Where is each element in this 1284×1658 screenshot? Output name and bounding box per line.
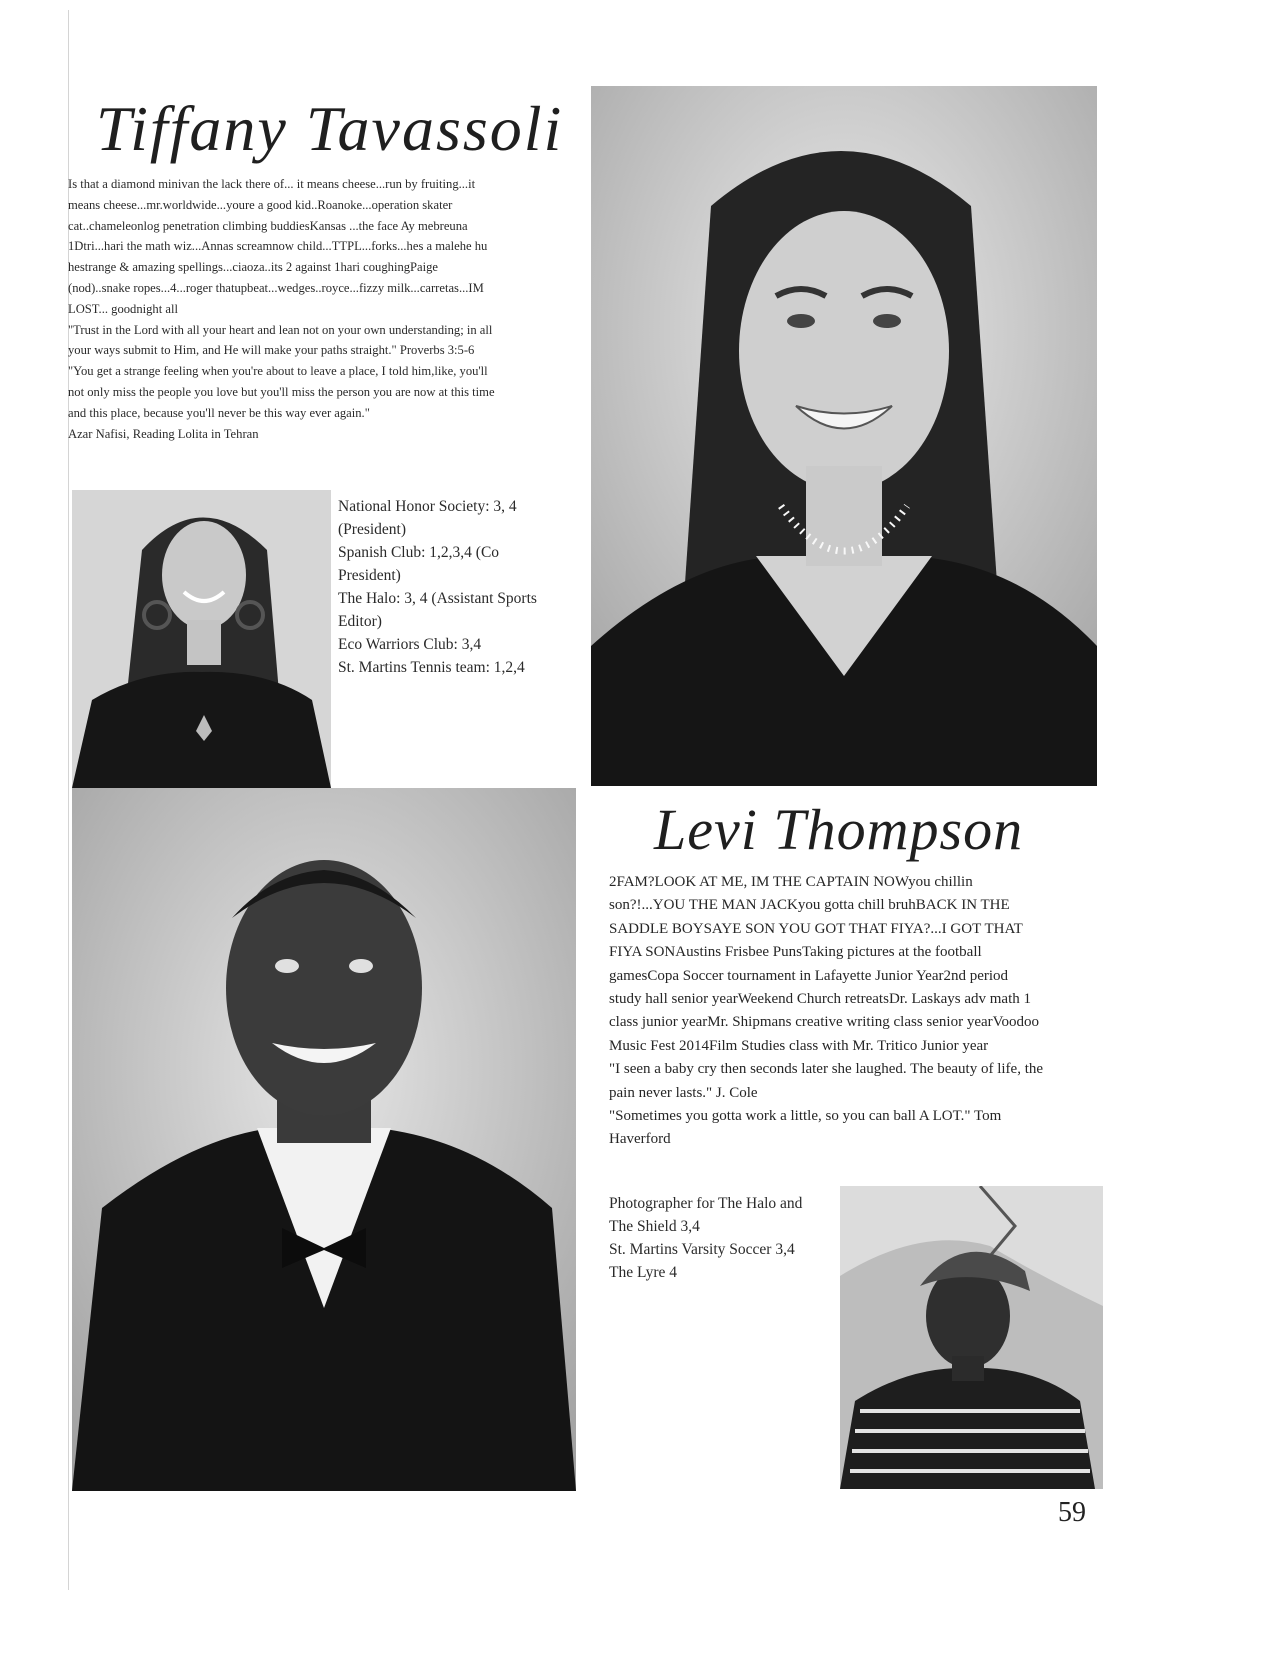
activity-line: St. Martins Tennis team: 1,2,4 (338, 659, 525, 676)
activity-line: St. Martins Varsity Soccer 3,4 (609, 1241, 795, 1258)
bio-line: "Sometimes you gotta work a little, so you can ball A LOT." Tom (609, 1108, 1002, 1125)
student-a-bio (68, 174, 568, 444)
student-b-bio (609, 871, 1099, 1152)
bio-line: Azar Nafisi, Reading Lolita in Tehran (68, 426, 259, 441)
bio-line: Music Fest 2014Film Studies class with Mr. Tritico Junior year (609, 1037, 989, 1054)
student-a-activities (338, 495, 568, 679)
bio-line: SADDLE BOYSAYE SON YOU GOT THAT FIYA?...I GOT THAT (609, 920, 1023, 937)
activity-line: (President) (338, 521, 407, 538)
bio-line: hestrange & amazing spellings...ciaoza..its 2 against 1hari coughingPaige (68, 260, 439, 275)
activity-line: National Honor Society: 3, 4 (338, 498, 517, 515)
student-b-casual-photo (840, 1186, 1103, 1489)
student-b-name: Levi Thompson (654, 797, 1024, 862)
bio-line: your ways submit to Him, and He will make your paths straight." Proverbs 3:5-6 (68, 343, 475, 358)
bio-line: gamesCopa Soccer tournament in Lafayette Junior Year2nd period (609, 967, 1009, 984)
bio-line: 2FAM?LOOK AT ME, IM THE CAPTAIN NOWyou chillin (609, 874, 973, 890)
student-b-activities (609, 1192, 839, 1284)
bio-line: (nod)..snake ropes...4...roger thatupbeat...wedges..royce...fizzy milk...carretas...IM (68, 280, 484, 295)
bio-line: study hall senior yearWeekend Church retreatsDr. Laskays adv math 1 (609, 991, 1031, 1008)
bio-line: LOST... goodnight all (68, 301, 178, 316)
activity-line: Spanish Club: 1,2,3,4 (Co (338, 544, 500, 561)
bio-line: not only miss the people you love but you'll miss the person you are now at this time (68, 384, 495, 399)
page-number: 59 (1058, 1497, 1086, 1528)
bio-line: Haverford (609, 1131, 671, 1148)
activity-line: President) (338, 567, 401, 584)
bio-line: pain never lasts." J. Cole (609, 1084, 758, 1101)
bio-line: means cheese...mr.worldwide...youre a good kid..Roanoke...operation skater (68, 197, 453, 212)
activity-line: The Shield 3,4 (609, 1218, 700, 1235)
activity-line: The Lyre 4 (609, 1264, 678, 1281)
bio-line: cat..chameleonlog penetration climbing buddiesKansas ...the face Ay mebreuna (68, 218, 468, 233)
bio-line: "You get a strange feeling when you're about to leave a place, I told him,like, you'll (68, 364, 488, 379)
student-a-name: Tiffany Tavassoli (96, 93, 564, 164)
student-a-casual-photo (72, 490, 331, 788)
activity-line: Eco Warriors Club: 3,4 (338, 636, 482, 653)
activity-line: Editor) (338, 613, 382, 630)
bio-line: and this place, because you'll never be this way ever again." (68, 405, 370, 420)
student-a-formal-portrait (591, 86, 1097, 786)
activity-line: The Halo: 3, 4 (Assistant Sports (338, 590, 537, 607)
bio-line: "Trust in the Lord with all your heart and lean not on your own understanding; in all (68, 322, 493, 337)
bio-line: FIYA SONAustins Frisbee PunsTaking pictures at the football (609, 944, 982, 961)
activity-line: Photographer for The Halo and (609, 1195, 803, 1212)
bio-line: class junior yearMr. Shipmans creative writing class senior yearVoodoo (609, 1014, 1040, 1031)
bio-line: 1Dtri...hari the math wiz...Annas screamnow child...TTPL...forks...hes a malehe hu (68, 239, 488, 254)
bio-line: "I seen a baby cry then seconds later she laughed. The beauty of life, the (609, 1061, 1044, 1078)
bio-line: Is that a diamond minivan the lack there of... it means cheese...run by fruiting...it (68, 177, 476, 191)
student-b-formal-portrait (72, 788, 576, 1491)
bio-line: son?!...YOU THE MAN JACKyou gotta chill bruhBACK IN THE (609, 897, 1010, 914)
